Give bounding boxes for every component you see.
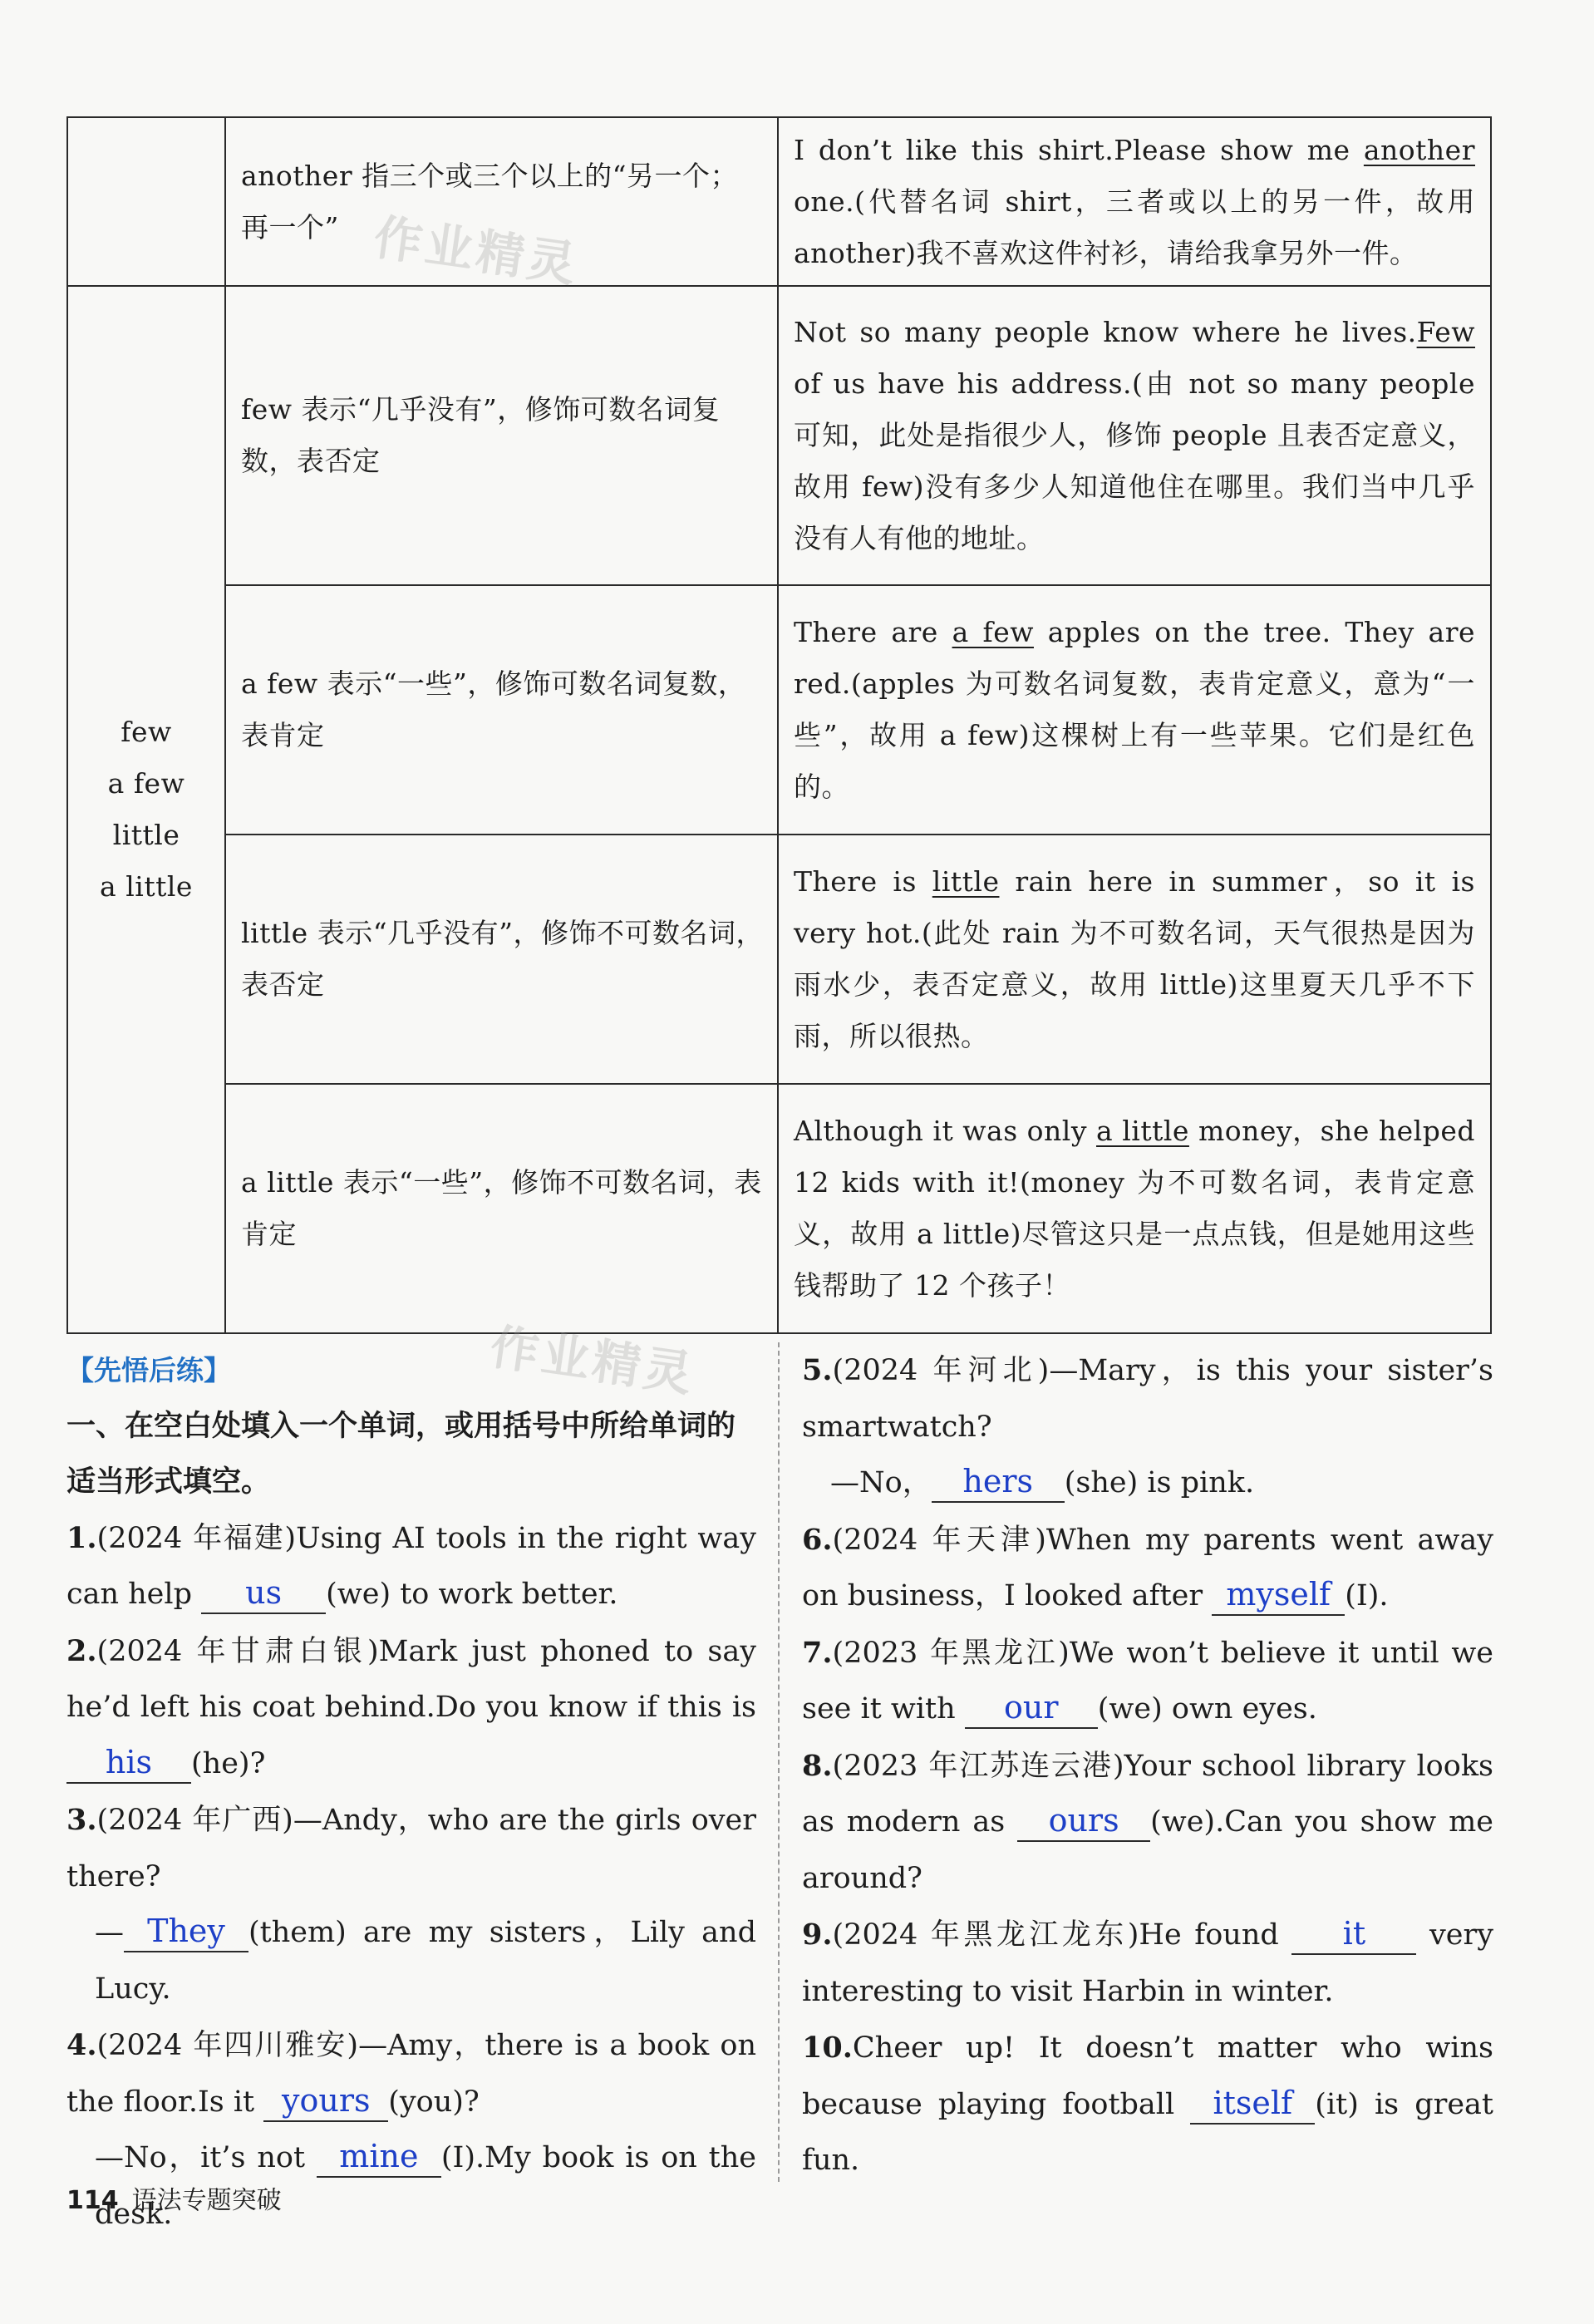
question-number: 5. [802,1353,833,1387]
example-text: Not so many people know where he lives. [794,316,1417,348]
table-row-little [67,835,1491,1084]
underlined-keyword: Few [1416,316,1475,348]
grammar-table [66,116,1492,1334]
question-text: (2024 年广西)—Andy，who are the girls over there? [66,1804,756,1893]
question-2 [66,1623,756,1793]
answer-blank[interactable] [317,2138,441,2178]
word-a-little: a little [100,870,193,903]
rule-cell: a little 表示“一些”，修饰不可数名词，表肯定 [225,1084,778,1333]
book-title: 语法专题突破 [131,2186,282,2215]
question-number: 2. [66,1633,97,1668]
answer-blank[interactable] [263,2082,388,2122]
question-text: Cheer up! It doesn’t matter who wins because playing football [802,2031,1493,2121]
example-cell [778,1084,1491,1333]
page-footer [66,2179,282,2216]
table-row-a-little [67,1084,1491,1333]
example-text: one.(代替名词 shirt，三者或以上的另一件，故用 another)我不喜欢这件衬衫，请给我拿另外一件。 [794,185,1475,269]
word-little: little [112,819,180,851]
question-text: (2024 年四川雅安)—Amy，there is a book on the floor.Is it [66,2029,756,2119]
question-text: (2024 年甘肃白银)Mark just phoned to say he’d left his coat behind.Do you know if this is [66,1634,756,1724]
question-text: (I).My book is on the desk. [95,2141,756,2231]
answer-blank[interactable] [1291,1915,1416,1955]
question-number: 4. [66,2028,97,2062]
question-text: (he)? [191,1746,266,1780]
example-cell [778,117,1491,286]
example-cell [778,835,1491,1084]
answer-blank[interactable] [66,1744,191,1784]
answer-blank[interactable] [1212,1576,1345,1616]
question-text: (2023 年黑龙江)We won’t believe it until we see it with [802,1636,1493,1726]
question-text: (2024 年河北)—Mary，is this your sister’s smartwatch? [802,1354,1493,1444]
question-reply-line [66,1905,756,2017]
question-text: (2024 年黑龙江龙东)He found [832,1918,1292,1952]
word-cell-empty [67,117,225,286]
question-8 [802,1738,1493,1908]
section-tag: 【先悟后练】 [66,1354,231,1386]
question-text: — [95,1916,124,1949]
answer-text: hers [962,1463,1034,1499]
question-text: —No， [830,1466,932,1499]
answer-text: it [1342,1915,1366,1952]
rule-cell: a few 表示“一些”，修饰可数名词复数，表肯定 [225,585,778,835]
question-7 [802,1625,1493,1738]
example-text: rain here in summer，so it is very hot.(此处 rain 为不可数名词，天气很热是因为雨水少，表否定意义，故用 little)这里夏天几乎不下雨，所以很热。 [794,865,1475,1052]
underlined-keyword: a few [952,616,1034,648]
underlined-keyword: another [1363,133,1475,166]
question-number: 3. [66,1803,97,1837]
example-text: There are [794,616,952,648]
table-row-a-few [67,585,1491,835]
question-6 [802,1512,1493,1625]
question-text: (I). [1345,1579,1389,1613]
underlined-keyword: little [932,865,1000,898]
example-text: There is [794,865,932,898]
answer-text: mine [339,2138,419,2174]
underlined-keyword: a little [1096,1115,1189,1147]
question-1 [66,1510,756,1623]
example-cell [778,585,1491,835]
answer-blank[interactable] [965,1689,1098,1729]
watermark: 作业精灵 [486,1318,699,1403]
page-number: 114 [66,2186,119,2215]
question-number: 8. [802,1748,833,1783]
answer-text: yours [282,2081,371,2119]
answer-text: us [245,1574,283,1611]
question-text: (she) is pink. [1064,1466,1255,1499]
question-text: (2024 年天津)When my parents went away on business，I looked after [802,1523,1493,1613]
example-text: I don’t like this shirt.Please show me [794,133,1364,166]
question-number: 10. [802,2031,853,2065]
table-row-another [67,117,1491,286]
answer-blank[interactable] [1190,2085,1315,2125]
rule-cell: another 指三个或三个以上的“另一个；再一个” [225,117,778,286]
question-number: 9. [802,1918,833,1952]
example-text: Although it was only [794,1115,1097,1147]
question-text: (we) to work better. [326,1578,618,1611]
rule-cell: few 表示“几乎没有”，修饰可数名词复数，表否定 [225,286,778,585]
table-row-few [67,286,1491,585]
exercise-column-right [802,1342,1493,2189]
word-few: few [121,716,172,748]
column-divider [778,1342,780,2182]
word-a-few: a few [107,767,185,800]
watermark: 作业精灵 [370,209,583,293]
answer-blank[interactable] [124,1913,248,1952]
question-number: 6. [802,1522,833,1557]
question-9 [802,1907,1493,2020]
example-text: of us have his address.(由 not so many people 可知，此处是指很少人，修饰 people 且表否定意义，故用 few)没有多少人知道他住在哪里。我们当中几乎没有人有他的地址。 [794,367,1475,554]
answer-text: They [147,1913,225,1949]
question-5 [802,1342,1493,1512]
question-text: (them) are my sisters，Lily and Lucy. [95,1916,756,2006]
question-reply-line [802,1455,1493,1512]
answer-text: his [105,1743,153,1780]
question-text: (you)? [388,2085,480,2119]
question-text: (it) is great fun. [802,2087,1493,2177]
answer-text: myself [1226,1576,1331,1613]
question-number: 1. [66,1520,97,1555]
question-text: (2024 年福建)Using AI tools in the right way can help [66,1521,756,1611]
example-text: apples on the tree. They are red.(apples 为可数名词复数，表肯定意义，意为“一些”，故用 a few)这棵树上有一些苹果。它们是红色的。 [794,616,1476,803]
question-text: (we).Can you show me around? [802,1805,1493,1895]
question-text: —No，it’s not [95,2141,317,2174]
exercise-column-left [66,1342,756,2243]
question-text: very interesting to visit Harbin in winter. [802,1918,1493,2008]
question-text: (we) own eyes. [1097,1692,1317,1726]
question-3 [66,1792,756,2017]
section-heading: 一、在空白处填入一个单词，或用括号中所给单词的适当形式填空。 [66,1409,736,1499]
rule-cell: little 表示“几乎没有”，修饰不可数名词，表否定 [225,835,778,1084]
answer-text: ours [1048,1802,1119,1839]
question-text: (2023 年江苏连云港)Your school library looks as modern as [802,1749,1493,1839]
answer-text: our [1004,1689,1059,1726]
answer-blank[interactable] [1017,1802,1150,1842]
answer-text: itself [1213,2084,1293,2121]
example-cell [778,286,1491,585]
word-group-cell [67,286,225,1333]
question-10 [802,2020,1493,2189]
answer-blank[interactable] [932,1463,1065,1503]
example-text: money，she helped 12 kids with it!(money 为不可数名词，表肯定意义，故用 a little)尽管这只是一点点钱，但是她用这些钱帮助了 12 个孩子！ [794,1115,1475,1302]
answer-blank[interactable] [201,1574,326,1614]
question-number: 7. [802,1635,833,1670]
